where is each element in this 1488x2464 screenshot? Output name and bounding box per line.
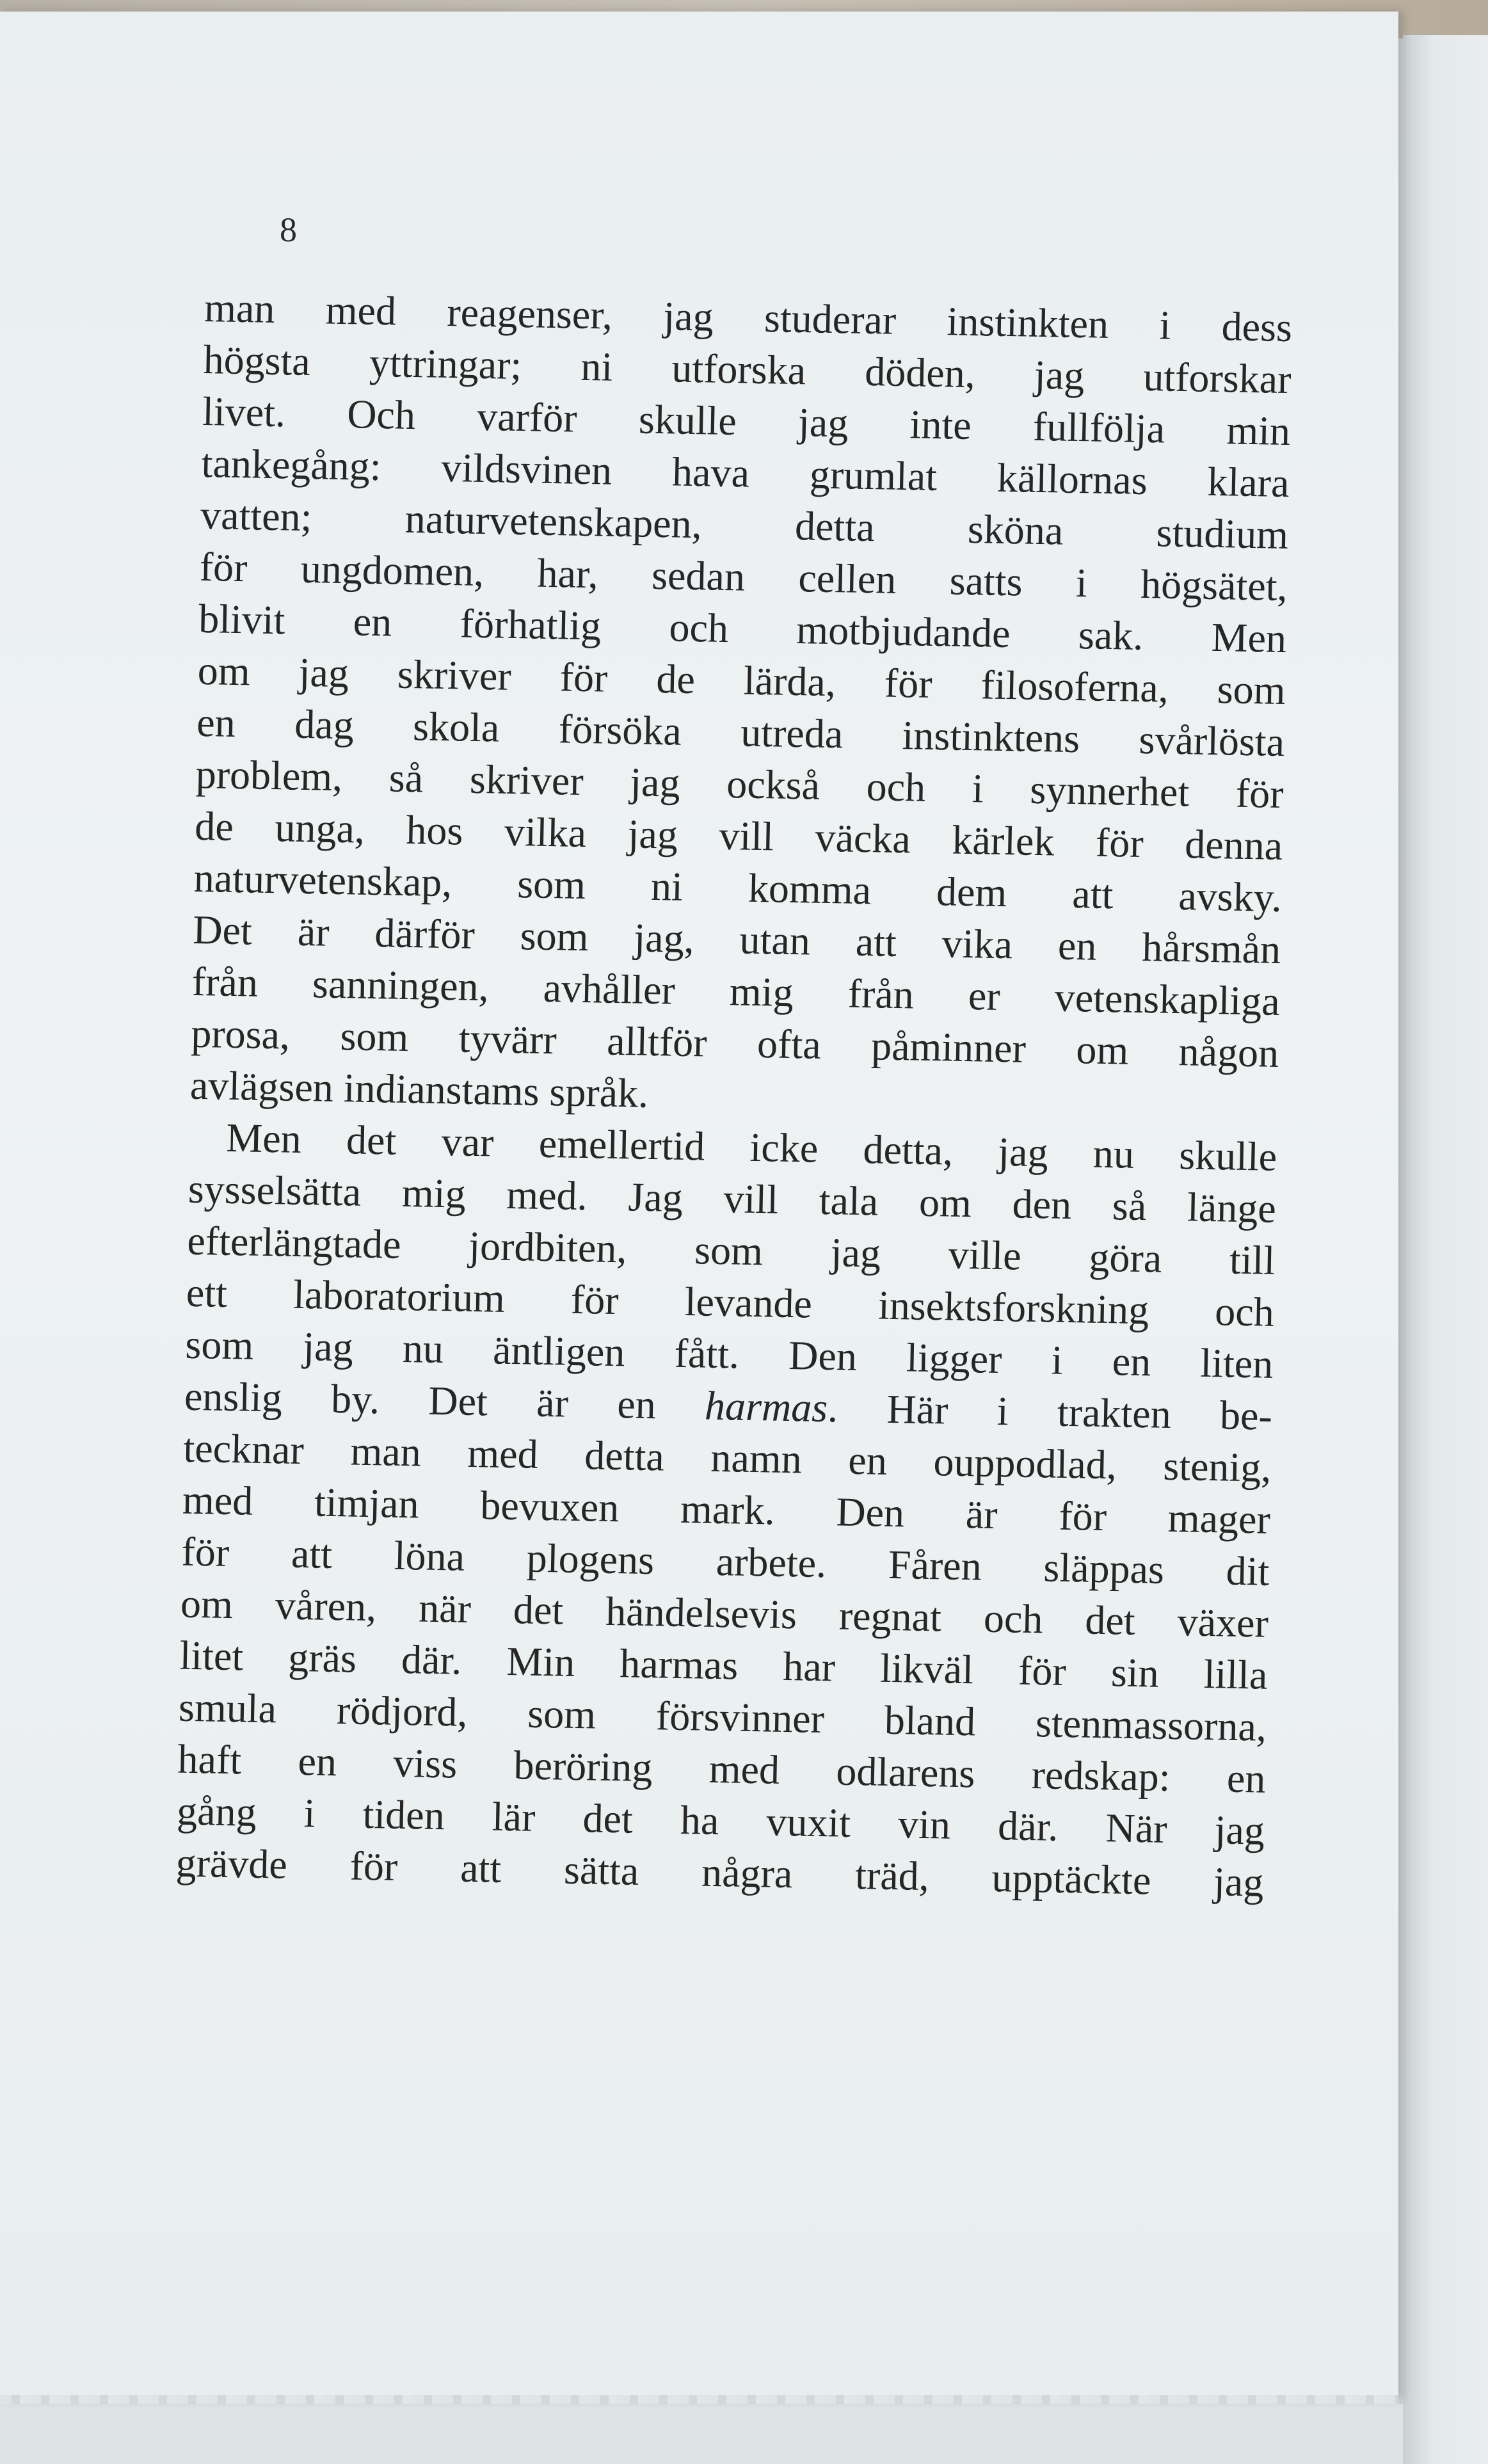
text-line: gång i tiden lär det ha vuxit vin där. När jag — [176, 1788, 1265, 1853]
text-line: litet gräs där. Min harmas har likväl för sin lilla — [179, 1632, 1268, 1698]
text-line: efterlängtade jordbiten, som jag ville göra till — [186, 1217, 1276, 1283]
text-line: de unga, hos vilka jag vill väcka kärlek för denna — [194, 803, 1283, 869]
text-line: livet. Och varför skulle jag inte fullfölja min — [202, 388, 1291, 454]
text-line: naturvetenskap, som ni komma dem att avsky. — [193, 854, 1283, 920]
body-text — [175, 282, 1293, 1908]
text-line: högsta yttringar; ni utforska döden, jag utforskar — [203, 336, 1292, 403]
surface-below-page — [0, 2404, 1403, 2464]
text-line: Men det var emellertid icke detta, jag nu skulle — [225, 1114, 1277, 1180]
text-line: grävde för att sätta några träd, upptäckte jag — [175, 1839, 1265, 1905]
text-line: om jag skriver för de lärda, för filosoferna, som — [197, 647, 1286, 714]
text-line: tecknar man med detta namn en ouppodlad, stenig, — [182, 1425, 1272, 1491]
text-line: avlägsen indianstams språk. — [189, 1062, 649, 1116]
text-line: om våren, när det händelsevis regnat och det växer — [180, 1580, 1269, 1646]
text-line: enslig by. Det är en harmas. Här i trakten be- — [184, 1373, 1273, 1439]
text-line: ett laboratorium för levande insektsforskning och — [186, 1269, 1275, 1335]
page-bottom-edge — [0, 2395, 1398, 2404]
text-line: haft en viss beröring med odlarens redskap: en — [177, 1736, 1267, 1802]
text-line: tankegång: vildsvinen hava grumlat källornas klara — [201, 440, 1290, 506]
text-line: sysselsätta mig med. Jag vill tala om den så länge — [188, 1165, 1277, 1231]
text-line: blivit en förhatlig och motbjudande sak. Men — [198, 595, 1287, 662]
text-line: för att löna plogens arbete. Fåren släppas dit — [180, 1528, 1270, 1594]
text-line: en dag skola försöka utreda instinktens svårlösta — [196, 699, 1285, 765]
text-line: prosa, som tyvärr alltför ofta påminner om någon — [190, 1010, 1279, 1076]
italic-word: harmas — [704, 1382, 828, 1431]
text-line: med timjan bevuxen mark. Den är för mager — [182, 1476, 1271, 1542]
next-page-edge — [1403, 35, 1488, 2464]
page-number: 8 — [280, 211, 297, 249]
text-line: för ungdomen, har, sedan cellen satts i högsätet, — [199, 543, 1288, 610]
text-line: man med reagenser, jag studerar instinkten i dess — [204, 284, 1293, 351]
text-line: vatten; naturvetenskapen, detta sköna studium — [200, 492, 1289, 558]
text-line: från sanningen, avhåller mig från er vetenskapliga — [191, 958, 1281, 1024]
text-line: Det är därför som jag, utan att vika en hårsmån — [192, 906, 1281, 972]
text-line: som jag nu äntligen fått. Den ligger i en liten — [184, 1321, 1274, 1387]
text-line: problem, så skriver jag också och i synnerhet för — [195, 751, 1284, 817]
text-line: smula rödjord, som försvinner bland stenmassorna, — [178, 1684, 1267, 1750]
